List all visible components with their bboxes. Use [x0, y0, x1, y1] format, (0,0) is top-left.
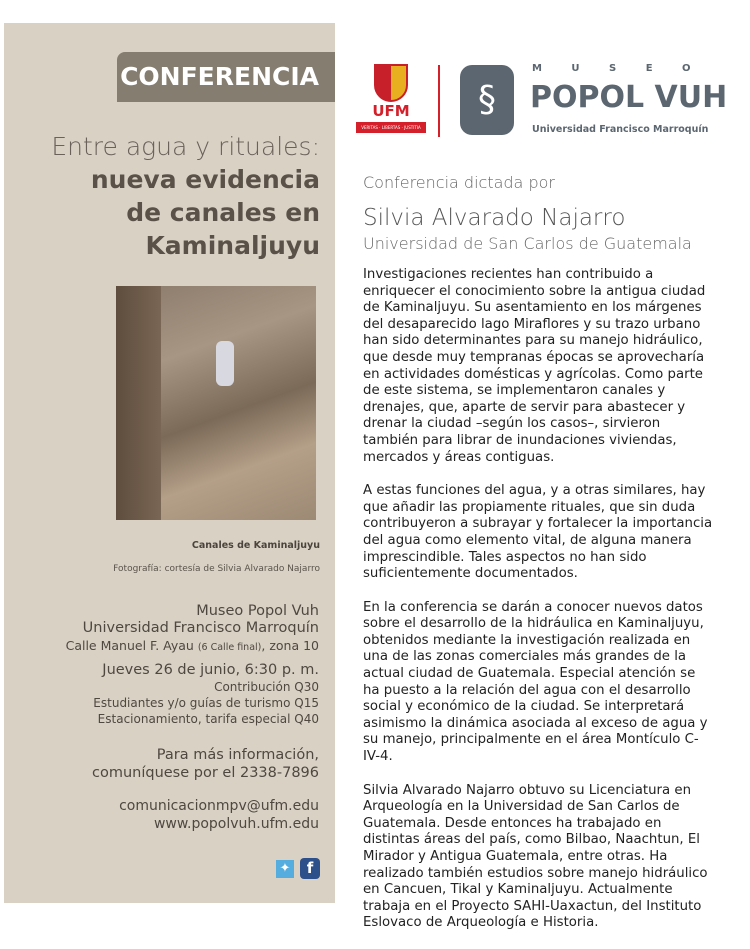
photo-credit: Fotografía: cortesía de Silvia Alvarado Najarro [113, 564, 320, 574]
paragraph: Investigaciones recientes han contribuido a enriquecer el conocimiento sobre la antigua ciudad de Kaminaljuyu. Su asentamiento en los márgenes del desaparecido lago Miraflores y su trazo urbano han sido determinantes para su manejo hidráulico, que desde muy tempranas épocas se aprovecharía en actividades domésticas y agrícolas. Como parte de este sistema, se implementaron canales y drenajes, que, aparte de servir para abastecer y drenar la ciudad –según los casos–, sirvieron también para librar de inundaciones viviendas, mercados y áreas contiguas. [363, 267, 706, 465]
popol-vuh-icon: § [460, 65, 514, 135]
event-title [51, 130, 320, 262]
conference-badge: CONFERENCIA [117, 52, 335, 102]
paragraph: A estas funciones del agua, y a otras similares, hay que añadir las propiamente rituales, que sin duda contribuyeron a subrayar y fortalecer la importancia del agua como elemento vital, de alguna manera imprescindible. Tales aspectos no han sido suficientemente documentados. [363, 483, 713, 582]
museo-label: M U S E O [532, 63, 704, 74]
venue-university: Universidad Francisco Marroquín [82, 620, 319, 636]
event-date: Jueves 26 de junio, 6:30 p. m. [102, 662, 319, 678]
excavation-photo [116, 286, 316, 520]
intro: Conferencia dictada por [363, 173, 555, 192]
website-link[interactable]: www.popolvuh.ufm.edu [153, 816, 319, 832]
twitter-icon[interactable]: ✦ [276, 860, 294, 878]
description [363, 267, 713, 949]
contact-phone: comuníquese por el 2338-7896 [91, 765, 319, 781]
venue [66, 603, 319, 656]
title-bold-3: Kaminaljuyu [145, 231, 320, 260]
contact [92, 746, 319, 782]
paragraph: En la conferencia se darán a conocer nuevos datos sobre el desarrollo de la hidráulica en Kaminaljuyu, obtenidos mediante la investigación realizada en una de las zonas comerciales más grandes de la actual ciudad de Guatemala. Especial atención se ha puesto a la relación del agua con el desarrollo social y económico de la ciudad. Se interpretará asimismo la dinámica asociada al exceso de agua y su manejo, principalmente en el área Montículo C-IV-4. [363, 599, 708, 765]
university-label: Universidad Francisco Marroquín [532, 124, 709, 135]
schedule [93, 661, 319, 727]
paragraph: Silvia Alvarado Najarro obtuvo su Licenciatura en Arqueología en la Universidad de San Carlos de Guatemala. Desde entonces ha trabajado en distintas áreas del país, como Bilbao, Naachtun, El Mirador y Antigua Guatemala, entre otras. Ha realizado también estudios sobre manejo hidráulico en Cancuen, Tikal y Kaminaljuyu. Actualmente trabaja en el Proyecto SAHI-Uaxactun, del Instituto Eslovaco de Arqueología e Historia. [363, 782, 708, 931]
ufm-logo: UFM VERITAS · LIBERTAS · JUSTITIA [360, 64, 422, 136]
photo-caption: Canales de Kaminaljuyu [191, 540, 320, 551]
fee: Estudiantes y/o guías de turismo Q15 [93, 696, 319, 710]
links [119, 797, 319, 833]
title-light: Entre agua y rituales: [51, 132, 320, 161]
fee: Estacionamiento, tarifa especial Q40 [97, 712, 319, 726]
speaker-name: Silvia Alvarado Najarro [363, 205, 626, 231]
venue-address: Calle Manuel F. Ayau (6 Calle final), zona 10 [65, 638, 319, 653]
facebook-icon[interactable]: f [300, 858, 320, 879]
speaker-affiliation: Universidad de San Carlos de Guatemala [363, 234, 692, 253]
popol-vuh-label: POPOL VUH [530, 80, 728, 115]
venue-name: Museo Popol Vuh [196, 603, 319, 619]
title-bold-1: nueva evidencia [90, 165, 320, 194]
fee: Contribución Q30 [214, 680, 319, 694]
email-link[interactable]: comunicacionmpv@ufm.edu [119, 798, 319, 814]
contact-line: Para más información, [156, 747, 319, 763]
logo-divider [438, 65, 440, 137]
title-bold-2: de canales en [126, 198, 320, 227]
